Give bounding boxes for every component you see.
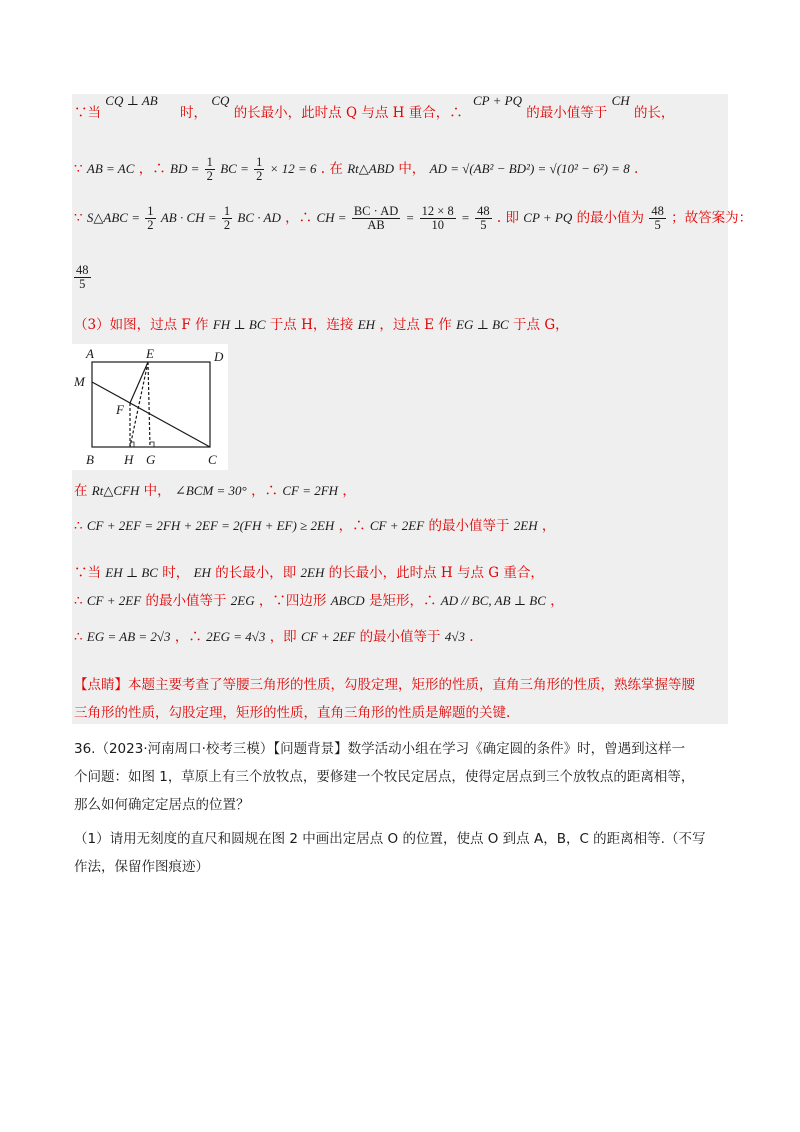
question-36-line-2: 个问题：如图 1，草原上有三个放牧点，要修建一个牧民定居点，使得定居点到三个放牧点的距离相等， xyxy=(74,769,695,785)
solution-line-8: ∵当 EH ⊥ BC 时， EH 的长最小，即 2EH 的长最小，此时点 H 与点 G 重合， xyxy=(74,565,544,581)
label-g: G xyxy=(146,452,156,467)
label-e: E xyxy=(146,346,154,361)
label-c: C xyxy=(208,452,217,467)
question-36-line-1: 36.（2023·河南周口·校考三模）【问题背景】数学活动小组在学习《确定圆的条件》时，曾遇到这样一 xyxy=(74,741,686,757)
solution-line-6: 在 Rt△CFH 中， ∠BCM = 30° ，∴ CF = 2FH ， xyxy=(74,483,356,499)
question-36-part1-line-1: （1）请用无刻度的直尺和圆规在图 2 中画出定居点 O 的位置，使点 O 到点 A，B，C 的距离相等.（不写 xyxy=(74,831,706,847)
key-point-note-2: 三角形的性质，勾股定理，矩形的性质，直角三角形的性质是解题的关键. xyxy=(74,705,511,721)
fraction-half: $\frac{1}{2}$ xyxy=(256,155,263,183)
label-b: B xyxy=(86,452,94,467)
label-d: D xyxy=(214,349,224,364)
figure-svg xyxy=(72,344,228,470)
label-m: M xyxy=(74,374,85,389)
rectangle-figure xyxy=(72,344,228,470)
solution-line-2: ∵ AB = AC ，∴ BD = $\frac{1}{2}$ BC = $\frac{1}{2}$ × 12 = 6 . 在 Rt△ABD 中， AD = √(AB² − BD²) = √(10² − 6²) = 8 . xyxy=(74,155,639,183)
label-f: F xyxy=(116,402,124,417)
question-36-line-3: 那么如何确定定居点的位置？ xyxy=(74,797,250,813)
line-fe xyxy=(130,362,148,403)
solution-line-3: ∵ S△ABC = $\frac{1}{2}$ AB · CH = $\frac{1}{2}$ BC · AD ，∴ CH = $\frac{BC \cdot AD}{AB}$ = $\frac{12 \times 8}{10}$ = $\frac{48}{5}$ . 即 CP + PQ 的最小值为 $\frac{48}{5}$ ；故答案为： xyxy=(74,204,753,232)
solution-line-10: ∴ EG = AB = 2√3 ，∴ 2EG = 4√3 ，即 CF + 2EF 的最小值等于 4√3 . xyxy=(74,629,474,645)
key-point-note-1: 【点睛】本题主要考查了等腰三角形的性质，勾股定理，矩形的性质，直角三角形的性质，熟练掌握等腰 xyxy=(74,677,695,693)
question-36-part1-line-2: 作法，保留作图痕迹） xyxy=(74,859,209,875)
right-angle-g xyxy=(150,442,154,447)
rectangle-abcd xyxy=(92,362,210,447)
solution-line-7: ∴ CF + 2EF = 2FH + 2EF = 2(FH + EF) ≥ 2EH ，∴ CF + 2EF 的最小值等于 2EH ， xyxy=(74,518,556,534)
solution-line-9: ∴ CF + 2EF 的最小值等于 2EG ，∵四边形 ABCD 是矩形，∴ AD // BC, AB ⊥ BC ， xyxy=(74,593,564,609)
line-eg xyxy=(148,362,150,447)
answer-fraction: $\frac{48}{5}$ xyxy=(76,263,89,291)
solution-line-1: ∵当 CQ ⊥ AB 时， CQ 的长最小，此时点 Q 与点 H 重合，∴ CP + PQ 的最小值等于 CH 的长， xyxy=(74,93,675,121)
line-mc xyxy=(92,382,210,447)
fraction-half: $\frac{1}{2}$ xyxy=(206,155,213,183)
label-a: A xyxy=(86,346,94,361)
label-h: H xyxy=(124,452,134,467)
solution-line-part3: （3）如图，过点 F 作 FH ⊥ BC 于点 H，连接 EH ，过点 E 作 EG ⊥ BC 于点 G， xyxy=(74,317,569,333)
